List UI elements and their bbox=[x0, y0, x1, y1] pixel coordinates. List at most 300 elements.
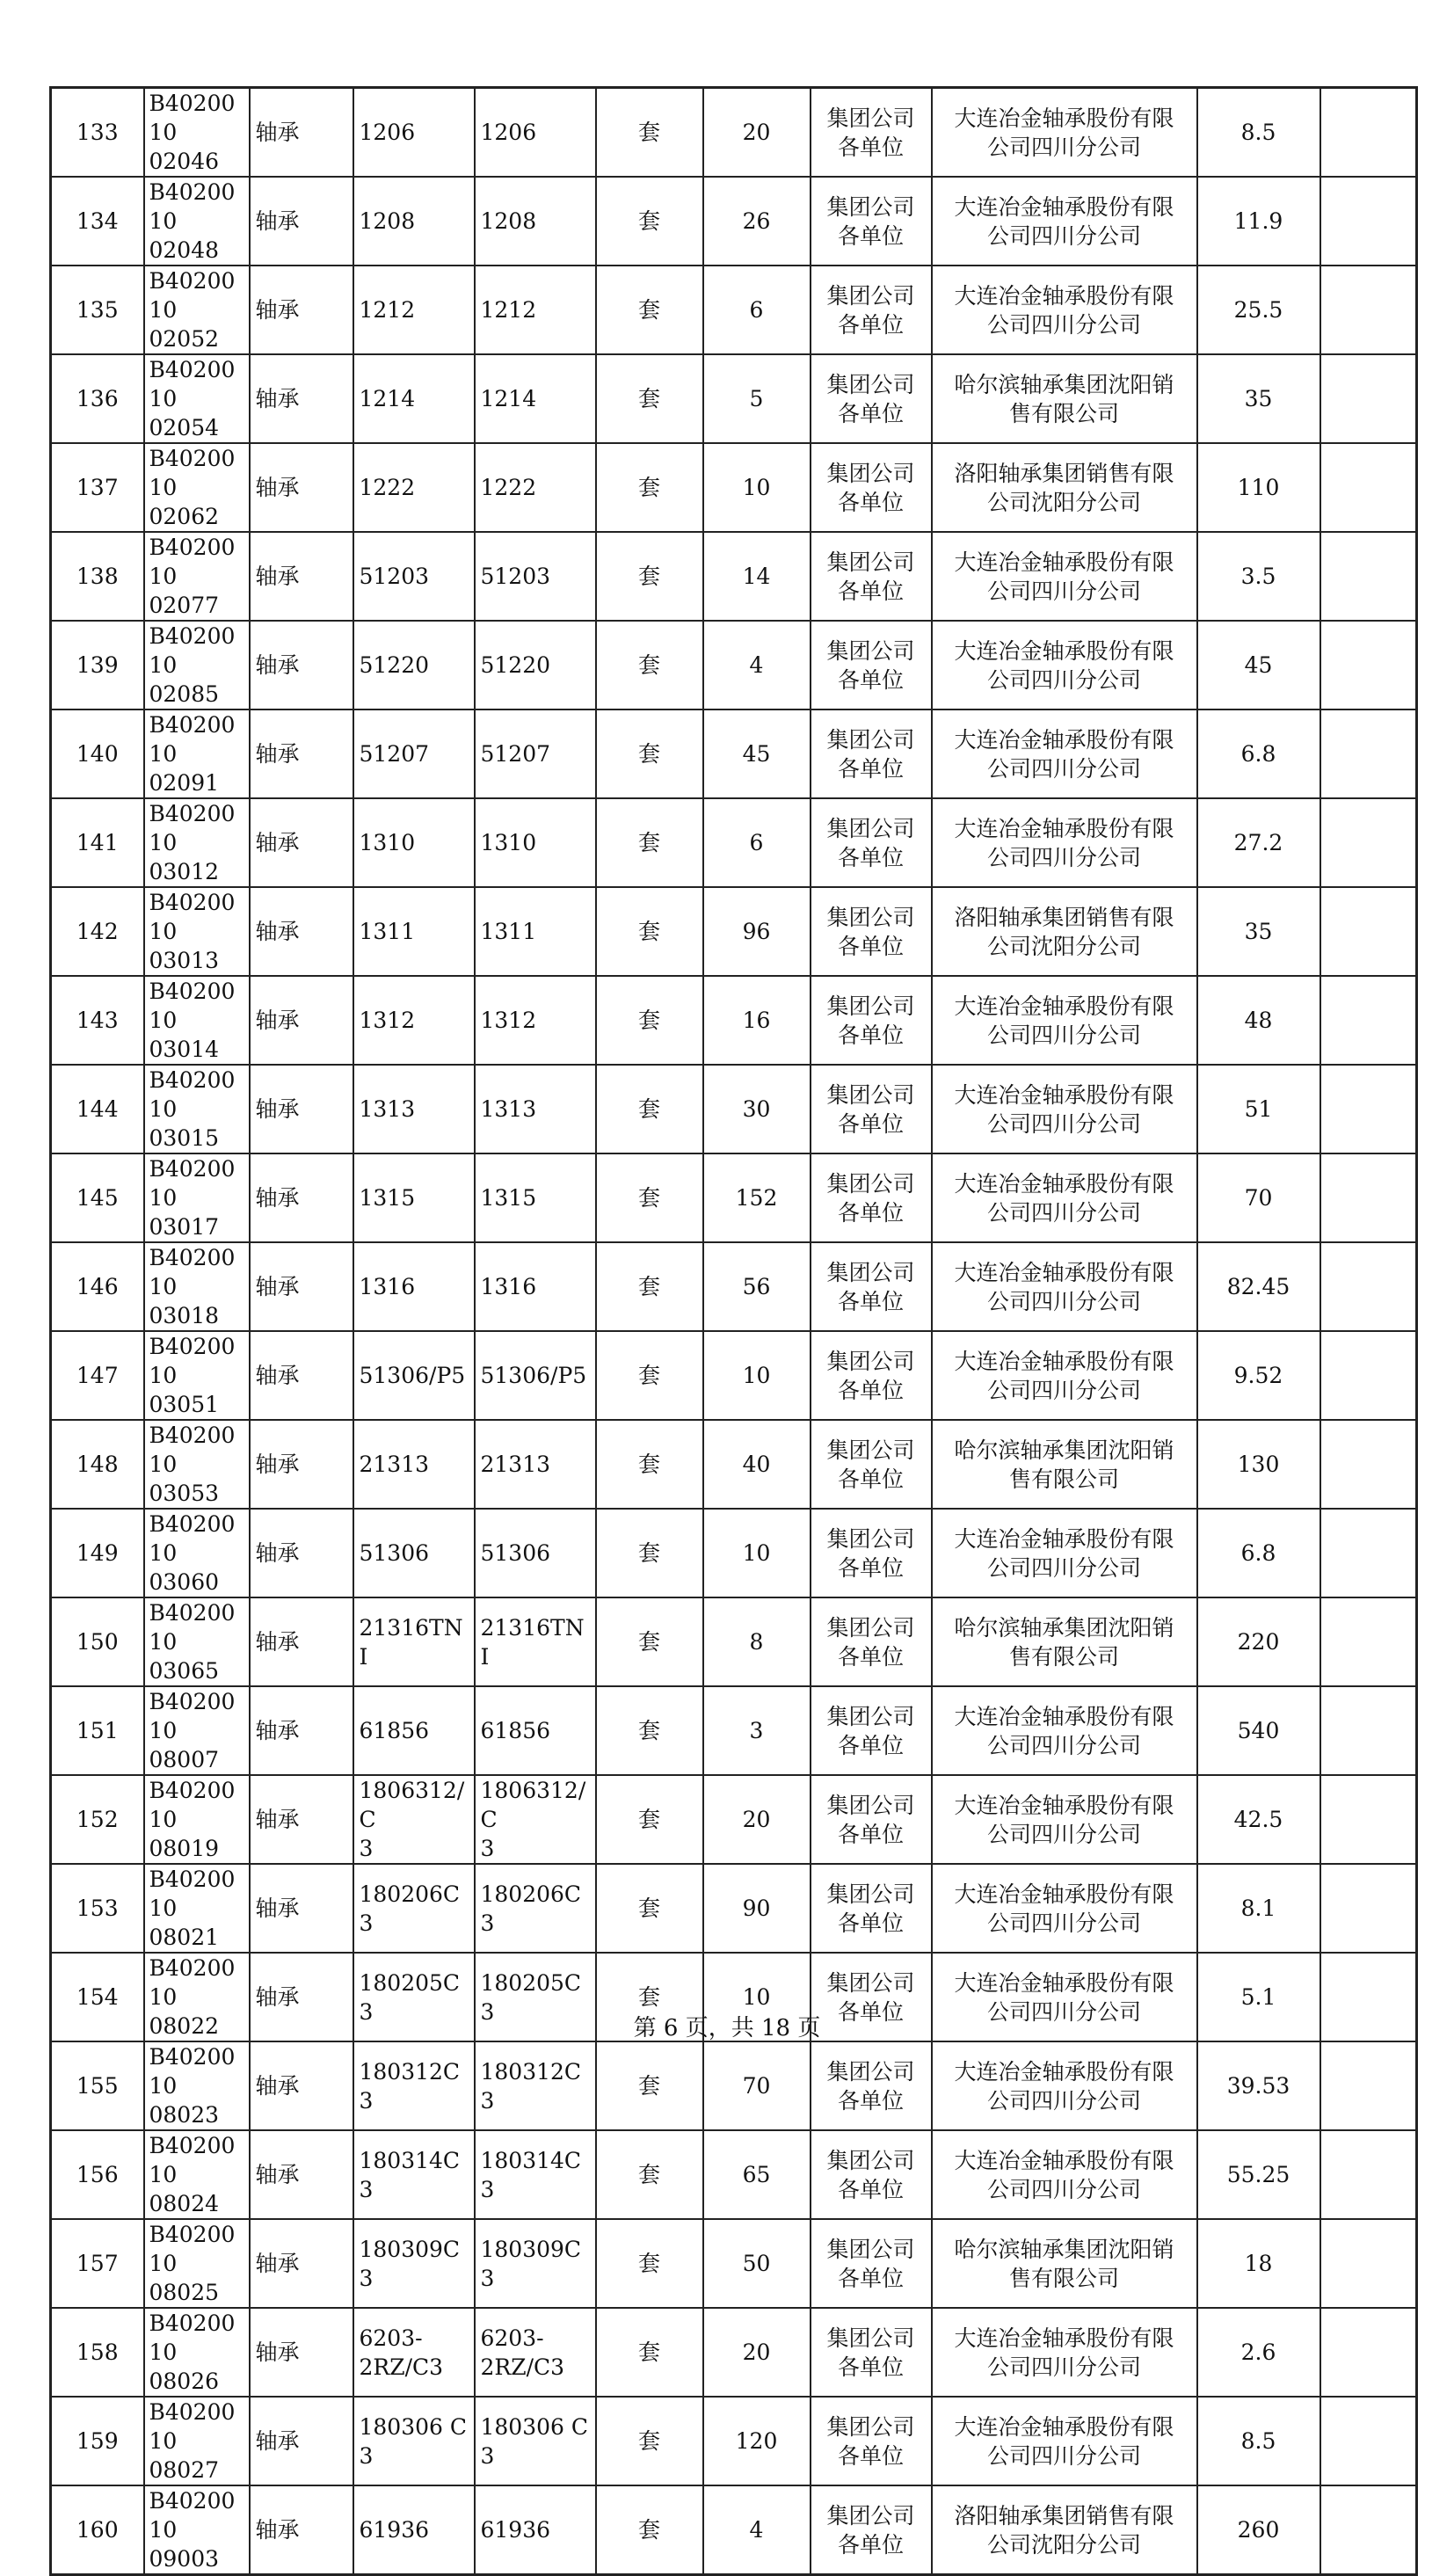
cell-remark bbox=[1320, 798, 1417, 887]
cell-supplier: 哈尔滨轴承集团沈阳销 售有限公司 bbox=[932, 1420, 1197, 1509]
cell-unit-price: 8.5 bbox=[1197, 88, 1320, 178]
cell-row-number: 138 bbox=[51, 532, 144, 621]
cell-row-number: 140 bbox=[51, 709, 144, 798]
cell-unit: 套 bbox=[596, 1775, 703, 1864]
table-row bbox=[51, 532, 1417, 621]
cell-user-units: 集团公司 各单位 bbox=[811, 88, 932, 178]
cell-unit: 套 bbox=[596, 2485, 703, 2575]
cell-material-name: 轴承 bbox=[250, 1242, 353, 1331]
cell-material-code: B4020010 03014 bbox=[144, 976, 250, 1065]
cell-unit-price: 18 bbox=[1197, 2219, 1320, 2308]
cell-remark bbox=[1320, 976, 1417, 1065]
cell-quantity: 90 bbox=[703, 1864, 811, 1953]
cell-specification: 51207 bbox=[353, 709, 475, 798]
table-row bbox=[51, 443, 1417, 532]
cell-supplier: 大连冶金轴承股份有限 公司四川分公司 bbox=[932, 1686, 1197, 1775]
cell-unit: 套 bbox=[596, 1065, 703, 1153]
cell-row-number: 137 bbox=[51, 443, 144, 532]
cell-supplier: 大连冶金轴承股份有限 公司四川分公司 bbox=[932, 2308, 1197, 2397]
cell-specification: 1311 bbox=[353, 887, 475, 976]
cell-supplier: 大连冶金轴承股份有限 公司四川分公司 bbox=[932, 1864, 1197, 1953]
cell-specification: 21316TNI bbox=[353, 1597, 475, 1686]
cell-unit-price: 3.5 bbox=[1197, 532, 1320, 621]
cell-material-name: 轴承 bbox=[250, 88, 353, 178]
cell-specification: 6203- 2RZ/C3 bbox=[353, 2308, 475, 2397]
cell-supplier: 大连冶金轴承股份有限 公司四川分公司 bbox=[932, 2041, 1197, 2130]
cell-specification: 1222 bbox=[353, 443, 475, 532]
cell-remark bbox=[1320, 2041, 1417, 2130]
cell-material-name: 轴承 bbox=[250, 532, 353, 621]
cell-remark bbox=[1320, 1775, 1417, 1864]
cell-row-number: 136 bbox=[51, 354, 144, 443]
cell-remark bbox=[1320, 266, 1417, 354]
cell-user-units: 集团公司 各单位 bbox=[811, 1242, 932, 1331]
cell-supplier: 大连冶金轴承股份有限 公司四川分公司 bbox=[932, 1775, 1197, 1864]
cell-remark bbox=[1320, 1242, 1417, 1331]
cell-unit-price: 35 bbox=[1197, 354, 1320, 443]
cell-model: 180312C3 bbox=[475, 2041, 596, 2130]
cell-unit-price: 51 bbox=[1197, 1065, 1320, 1153]
cell-unit-price: 260 bbox=[1197, 2485, 1320, 2575]
cell-supplier: 大连冶金轴承股份有限 公司四川分公司 bbox=[932, 266, 1197, 354]
cell-material-name: 轴承 bbox=[250, 354, 353, 443]
table-row bbox=[51, 887, 1417, 976]
cell-specification: 1312 bbox=[353, 976, 475, 1065]
cell-model: 6203- 2RZ/C3 bbox=[475, 2308, 596, 2397]
cell-unit-price: 11.9 bbox=[1197, 177, 1320, 266]
cell-material-code: B4020010 03051 bbox=[144, 1331, 250, 1420]
cell-material-name: 轴承 bbox=[250, 1153, 353, 1242]
cell-model: 180314C3 bbox=[475, 2130, 596, 2219]
cell-remark bbox=[1320, 88, 1417, 178]
cell-model: 51220 bbox=[475, 621, 596, 709]
cell-remark bbox=[1320, 1509, 1417, 1597]
cell-material-name: 轴承 bbox=[250, 1509, 353, 1597]
cell-user-units: 集团公司 各单位 bbox=[811, 1775, 932, 1864]
cell-quantity: 4 bbox=[703, 2485, 811, 2575]
cell-material-code: B4020010 03018 bbox=[144, 1242, 250, 1331]
cell-unit: 套 bbox=[596, 1864, 703, 1953]
cell-remark bbox=[1320, 1331, 1417, 1420]
cell-model: 1316 bbox=[475, 1242, 596, 1331]
cell-quantity: 96 bbox=[703, 887, 811, 976]
table-row bbox=[51, 1509, 1417, 1597]
cell-unit-price: 5.1 bbox=[1197, 1953, 1320, 2041]
cell-material-name: 轴承 bbox=[250, 1953, 353, 2041]
cell-unit-price: 42.5 bbox=[1197, 1775, 1320, 1864]
cell-row-number: 147 bbox=[51, 1331, 144, 1420]
cell-quantity: 8 bbox=[703, 1597, 811, 1686]
cell-unit: 套 bbox=[596, 976, 703, 1065]
cell-material-code: B4020010 02048 bbox=[144, 177, 250, 266]
cell-quantity: 4 bbox=[703, 621, 811, 709]
cell-model: 1214 bbox=[475, 354, 596, 443]
cell-supplier: 大连冶金轴承股份有限 公司四川分公司 bbox=[932, 177, 1197, 266]
cell-material-name: 轴承 bbox=[250, 2397, 353, 2485]
cell-material-name: 轴承 bbox=[250, 266, 353, 354]
cell-quantity: 30 bbox=[703, 1065, 811, 1153]
cell-model: 180306 C3 bbox=[475, 2397, 596, 2485]
cell-supplier: 哈尔滨轴承集团沈阳销 售有限公司 bbox=[932, 354, 1197, 443]
cell-remark bbox=[1320, 1065, 1417, 1153]
cell-specification: 61936 bbox=[353, 2485, 475, 2575]
cell-row-number: 159 bbox=[51, 2397, 144, 2485]
cell-unit: 套 bbox=[596, 266, 703, 354]
page-footer: 第 6 页，共 18 页 bbox=[633, 2015, 821, 2041]
cell-unit-price: 27.2 bbox=[1197, 798, 1320, 887]
table-row bbox=[51, 266, 1417, 354]
cell-specification: 51306/P5 bbox=[353, 1331, 475, 1420]
cell-user-units: 集团公司 各单位 bbox=[811, 2041, 932, 2130]
cell-remark bbox=[1320, 709, 1417, 798]
cell-row-number: 148 bbox=[51, 1420, 144, 1509]
cell-remark bbox=[1320, 354, 1417, 443]
cell-material-code: B4020010 08021 bbox=[144, 1864, 250, 1953]
cell-material-name: 轴承 bbox=[250, 2485, 353, 2575]
cell-model: 1312 bbox=[475, 976, 596, 1065]
cell-quantity: 14 bbox=[703, 532, 811, 621]
cell-unit: 套 bbox=[596, 1153, 703, 1242]
table-row bbox=[51, 354, 1417, 443]
cell-unit: 套 bbox=[596, 1331, 703, 1420]
cell-user-units: 集团公司 各单位 bbox=[811, 1953, 932, 2041]
cell-specification: 180206C3 bbox=[353, 1864, 475, 1953]
cell-quantity: 20 bbox=[703, 1775, 811, 1864]
cell-unit: 套 bbox=[596, 443, 703, 532]
cell-user-units: 集团公司 各单位 bbox=[811, 2485, 932, 2575]
cell-user-units: 集团公司 各单位 bbox=[811, 887, 932, 976]
cell-quantity: 152 bbox=[703, 1153, 811, 1242]
cell-specification: 51203 bbox=[353, 532, 475, 621]
cell-quantity: 65 bbox=[703, 2130, 811, 2219]
cell-user-units: 集团公司 各单位 bbox=[811, 177, 932, 266]
cell-material-code: B4020010 02054 bbox=[144, 354, 250, 443]
cell-supplier: 大连冶金轴承股份有限 公司四川分公司 bbox=[932, 798, 1197, 887]
cell-unit-price: 70 bbox=[1197, 1153, 1320, 1242]
table-row bbox=[51, 1065, 1417, 1153]
cell-row-number: 133 bbox=[51, 88, 144, 178]
cell-unit-price: 45 bbox=[1197, 621, 1320, 709]
cell-specification: 1208 bbox=[353, 177, 475, 266]
cell-user-units: 集团公司 各单位 bbox=[811, 621, 932, 709]
cell-model: 1315 bbox=[475, 1153, 596, 1242]
cell-model: 51306/P5 bbox=[475, 1331, 596, 1420]
cell-row-number: 150 bbox=[51, 1597, 144, 1686]
cell-material-code: B4020010 02077 bbox=[144, 532, 250, 621]
cell-unit: 套 bbox=[596, 798, 703, 887]
cell-supplier: 大连冶金轴承股份有限 公司四川分公司 bbox=[932, 88, 1197, 178]
cell-specification: 51306 bbox=[353, 1509, 475, 1597]
cell-remark bbox=[1320, 2485, 1417, 2575]
cell-user-units: 集团公司 各单位 bbox=[811, 1597, 932, 1686]
cell-unit-price: 55.25 bbox=[1197, 2130, 1320, 2219]
cell-specification: 180314C3 bbox=[353, 2130, 475, 2219]
cell-row-number: 135 bbox=[51, 266, 144, 354]
table-row bbox=[51, 1597, 1417, 1686]
cell-user-units: 集团公司 各单位 bbox=[811, 976, 932, 1065]
cell-material-code: B4020010 03015 bbox=[144, 1065, 250, 1153]
table-row bbox=[51, 1153, 1417, 1242]
cell-supplier: 大连冶金轴承股份有限 公司四川分公司 bbox=[932, 976, 1197, 1065]
cell-supplier: 哈尔滨轴承集团沈阳销 售有限公司 bbox=[932, 1597, 1197, 1686]
cell-unit-price: 130 bbox=[1197, 1420, 1320, 1509]
table-row bbox=[51, 2485, 1417, 2575]
cell-quantity: 6 bbox=[703, 798, 811, 887]
cell-unit-price: 25.5 bbox=[1197, 266, 1320, 354]
cell-model: 21313 bbox=[475, 1420, 596, 1509]
cell-unit: 套 bbox=[596, 2397, 703, 2485]
cell-quantity: 70 bbox=[703, 2041, 811, 2130]
cell-unit: 套 bbox=[596, 887, 703, 976]
cell-user-units: 集团公司 各单位 bbox=[811, 532, 932, 621]
cell-material-code: B4020010 09003 bbox=[144, 2485, 250, 2575]
cell-supplier: 大连冶金轴承股份有限 公司四川分公司 bbox=[932, 2397, 1197, 2485]
cell-material-code: B4020010 08024 bbox=[144, 2130, 250, 2219]
cell-user-units: 集团公司 各单位 bbox=[811, 709, 932, 798]
table-row bbox=[51, 798, 1417, 887]
cell-quantity: 16 bbox=[703, 976, 811, 1065]
cell-unit: 套 bbox=[596, 2041, 703, 2130]
cell-specification: 21313 bbox=[353, 1420, 475, 1509]
cell-specification: 61856 bbox=[353, 1686, 475, 1775]
cell-unit: 套 bbox=[596, 1509, 703, 1597]
cell-model: 1806312/C 3 bbox=[475, 1775, 596, 1864]
cell-model: 61856 bbox=[475, 1686, 596, 1775]
cell-quantity: 50 bbox=[703, 2219, 811, 2308]
cell-material-code: B4020010 08026 bbox=[144, 2308, 250, 2397]
cell-material-name: 轴承 bbox=[250, 1864, 353, 1953]
cell-supplier: 洛阳轴承集团销售有限 公司沈阳分公司 bbox=[932, 443, 1197, 532]
cell-quantity: 120 bbox=[703, 2397, 811, 2485]
cell-row-number: 145 bbox=[51, 1153, 144, 1242]
cell-specification: 180205C3 bbox=[353, 1953, 475, 2041]
cell-material-name: 轴承 bbox=[250, 621, 353, 709]
cell-unit: 套 bbox=[596, 2308, 703, 2397]
cell-model: 180206C3 bbox=[475, 1864, 596, 1953]
cell-material-name: 轴承 bbox=[250, 2308, 353, 2397]
cell-remark bbox=[1320, 1597, 1417, 1686]
cell-unit-price: 6.8 bbox=[1197, 1509, 1320, 1597]
cell-supplier: 大连冶金轴承股份有限 公司四川分公司 bbox=[932, 621, 1197, 709]
table-row bbox=[51, 976, 1417, 1065]
cell-material-name: 轴承 bbox=[250, 177, 353, 266]
cell-user-units: 集团公司 各单位 bbox=[811, 1420, 932, 1509]
cell-unit: 套 bbox=[596, 2130, 703, 2219]
cell-remark bbox=[1320, 621, 1417, 709]
cell-model: 1208 bbox=[475, 177, 596, 266]
cell-remark bbox=[1320, 1153, 1417, 1242]
cell-specification: 1214 bbox=[353, 354, 475, 443]
cell-remark bbox=[1320, 2130, 1417, 2219]
cell-remark bbox=[1320, 443, 1417, 532]
cell-material-name: 轴承 bbox=[250, 1065, 353, 1153]
cell-material-name: 轴承 bbox=[250, 976, 353, 1065]
cell-model: 21316TNI bbox=[475, 1597, 596, 1686]
cell-material-name: 轴承 bbox=[250, 709, 353, 798]
cell-supplier: 洛阳轴承集团销售有限 公司沈阳分公司 bbox=[932, 2485, 1197, 2575]
cell-supplier: 大连冶金轴承股份有限 公司四川分公司 bbox=[932, 2130, 1197, 2219]
cell-quantity: 5 bbox=[703, 354, 811, 443]
cell-user-units: 集团公司 各单位 bbox=[811, 2130, 932, 2219]
cell-material-code: B4020010 02052 bbox=[144, 266, 250, 354]
cell-supplier: 大连冶金轴承股份有限 公司四川分公司 bbox=[932, 1153, 1197, 1242]
cell-material-code: B4020010 03053 bbox=[144, 1420, 250, 1509]
cell-model: 1222 bbox=[475, 443, 596, 532]
cell-material-name: 轴承 bbox=[250, 443, 353, 532]
cell-unit-price: 82.45 bbox=[1197, 1242, 1320, 1331]
cell-material-code: B4020010 03013 bbox=[144, 887, 250, 976]
cell-quantity: 45 bbox=[703, 709, 811, 798]
cell-unit: 套 bbox=[596, 709, 703, 798]
cell-user-units: 集团公司 各单位 bbox=[811, 1686, 932, 1775]
cell-material-code: B4020010 03017 bbox=[144, 1153, 250, 1242]
cell-unit-price: 220 bbox=[1197, 1597, 1320, 1686]
cell-row-number: 152 bbox=[51, 1775, 144, 1864]
cell-unit-price: 48 bbox=[1197, 976, 1320, 1065]
cell-model: 1311 bbox=[475, 887, 596, 976]
cell-supplier: 大连冶金轴承股份有限 公司四川分公司 bbox=[932, 532, 1197, 621]
table-row bbox=[51, 1686, 1417, 1775]
cell-material-name: 轴承 bbox=[250, 1686, 353, 1775]
table-row bbox=[51, 2397, 1417, 2485]
cell-unit-price: 35 bbox=[1197, 887, 1320, 976]
cell-remark bbox=[1320, 2219, 1417, 2308]
cell-material-name: 轴承 bbox=[250, 1775, 353, 1864]
cell-unit-price: 6.8 bbox=[1197, 709, 1320, 798]
table-row bbox=[51, 621, 1417, 709]
cell-remark bbox=[1320, 177, 1417, 266]
cell-supplier: 哈尔滨轴承集团沈阳销 售有限公司 bbox=[932, 2219, 1197, 2308]
cell-row-number: 154 bbox=[51, 1953, 144, 2041]
table-row bbox=[51, 1864, 1417, 1953]
table-row bbox=[51, 2130, 1417, 2219]
cell-unit-price: 39.53 bbox=[1197, 2041, 1320, 2130]
cell-material-code: B4020010 08023 bbox=[144, 2041, 250, 2130]
cell-model: 180205C3 bbox=[475, 1953, 596, 2041]
cell-row-number: 149 bbox=[51, 1509, 144, 1597]
cell-quantity: 10 bbox=[703, 1953, 811, 2041]
cell-row-number: 157 bbox=[51, 2219, 144, 2308]
cell-quantity: 20 bbox=[703, 88, 811, 178]
cell-model: 180309C3 bbox=[475, 2219, 596, 2308]
cell-model: 61936 bbox=[475, 2485, 596, 2575]
cell-row-number: 158 bbox=[51, 2308, 144, 2397]
cell-remark bbox=[1320, 1686, 1417, 1775]
cell-quantity: 10 bbox=[703, 1331, 811, 1420]
table-row bbox=[51, 2219, 1417, 2308]
cell-model: 51207 bbox=[475, 709, 596, 798]
cell-unit: 套 bbox=[596, 354, 703, 443]
table-row bbox=[51, 88, 1417, 178]
table-row bbox=[51, 2041, 1417, 2130]
cell-quantity: 26 bbox=[703, 177, 811, 266]
cell-specification: 1806312/C 3 bbox=[353, 1775, 475, 1864]
cell-unit-price: 2.6 bbox=[1197, 2308, 1320, 2397]
cell-row-number: 139 bbox=[51, 621, 144, 709]
cell-model: 51306 bbox=[475, 1509, 596, 1597]
cell-material-code: B4020010 08025 bbox=[144, 2219, 250, 2308]
cell-quantity: 20 bbox=[703, 2308, 811, 2397]
table-row bbox=[51, 2308, 1417, 2397]
cell-unit-price: 9.52 bbox=[1197, 1331, 1320, 1420]
cell-row-number: 146 bbox=[51, 1242, 144, 1331]
cell-material-code: B4020010 02046 bbox=[144, 88, 250, 178]
cell-material-code: B4020010 02085 bbox=[144, 621, 250, 709]
cell-material-code: B4020010 08027 bbox=[144, 2397, 250, 2485]
cell-row-number: 143 bbox=[51, 976, 144, 1065]
cell-specification: 1206 bbox=[353, 88, 475, 178]
cell-quantity: 56 bbox=[703, 1242, 811, 1331]
cell-material-code: B4020010 02091 bbox=[144, 709, 250, 798]
cell-row-number: 153 bbox=[51, 1864, 144, 1953]
cell-unit-price: 110 bbox=[1197, 443, 1320, 532]
cell-unit: 套 bbox=[596, 177, 703, 266]
cell-user-units: 集团公司 各单位 bbox=[811, 1153, 932, 1242]
cell-remark bbox=[1320, 2397, 1417, 2485]
cell-row-number: 144 bbox=[51, 1065, 144, 1153]
table-row bbox=[51, 1242, 1417, 1331]
cell-quantity: 10 bbox=[703, 443, 811, 532]
cell-row-number: 155 bbox=[51, 2041, 144, 2130]
cell-model: 1313 bbox=[475, 1065, 596, 1153]
cell-material-name: 轴承 bbox=[250, 2041, 353, 2130]
cell-material-code: B4020010 08022 bbox=[144, 1953, 250, 2041]
cell-remark bbox=[1320, 1420, 1417, 1509]
cell-material-name: 轴承 bbox=[250, 798, 353, 887]
cell-supplier: 大连冶金轴承股份有限 公司四川分公司 bbox=[932, 1242, 1197, 1331]
table-row bbox=[51, 1775, 1417, 1864]
table-row bbox=[51, 1420, 1417, 1509]
cell-user-units: 集团公司 各单位 bbox=[811, 2219, 932, 2308]
cell-user-units: 集团公司 各单位 bbox=[811, 354, 932, 443]
cell-material-name: 轴承 bbox=[250, 887, 353, 976]
cell-user-units: 集团公司 各单位 bbox=[811, 1864, 932, 1953]
cell-user-units: 集团公司 各单位 bbox=[811, 266, 932, 354]
cell-unit: 套 bbox=[596, 532, 703, 621]
cell-supplier: 大连冶金轴承股份有限 公司四川分公司 bbox=[932, 709, 1197, 798]
cell-quantity: 10 bbox=[703, 1509, 811, 1597]
cell-quantity: 6 bbox=[703, 266, 811, 354]
cell-row-number: 142 bbox=[51, 887, 144, 976]
cell-user-units: 集团公司 各单位 bbox=[811, 798, 932, 887]
cell-supplier: 大连冶金轴承股份有限 公司四川分公司 bbox=[932, 1509, 1197, 1597]
cell-remark bbox=[1320, 2308, 1417, 2397]
cell-supplier: 大连冶金轴承股份有限 公司四川分公司 bbox=[932, 1953, 1197, 2041]
cell-row-number: 156 bbox=[51, 2130, 144, 2219]
cell-remark bbox=[1320, 1864, 1417, 1953]
cell-specification: 180306 C3 bbox=[353, 2397, 475, 2485]
cell-specification: 1315 bbox=[353, 1153, 475, 1242]
cell-quantity: 40 bbox=[703, 1420, 811, 1509]
cell-user-units: 集团公司 各单位 bbox=[811, 1509, 932, 1597]
bearing-price-table bbox=[49, 86, 1418, 2576]
cell-specification: 51220 bbox=[353, 621, 475, 709]
cell-model: 1310 bbox=[475, 798, 596, 887]
cell-model: 1212 bbox=[475, 266, 596, 354]
cell-specification: 1316 bbox=[353, 1242, 475, 1331]
cell-quantity: 3 bbox=[703, 1686, 811, 1775]
cell-row-number: 160 bbox=[51, 2485, 144, 2575]
cell-material-code: B4020010 08019 bbox=[144, 1775, 250, 1864]
cell-user-units: 集团公司 各单位 bbox=[811, 443, 932, 532]
table-row bbox=[51, 177, 1417, 266]
cell-material-code: B4020010 08007 bbox=[144, 1686, 250, 1775]
table-body bbox=[51, 88, 1417, 2575]
cell-row-number: 151 bbox=[51, 1686, 144, 1775]
cell-unit: 套 bbox=[596, 1597, 703, 1686]
cell-user-units: 集团公司 各单位 bbox=[811, 2397, 932, 2485]
cell-unit: 套 bbox=[596, 1686, 703, 1775]
